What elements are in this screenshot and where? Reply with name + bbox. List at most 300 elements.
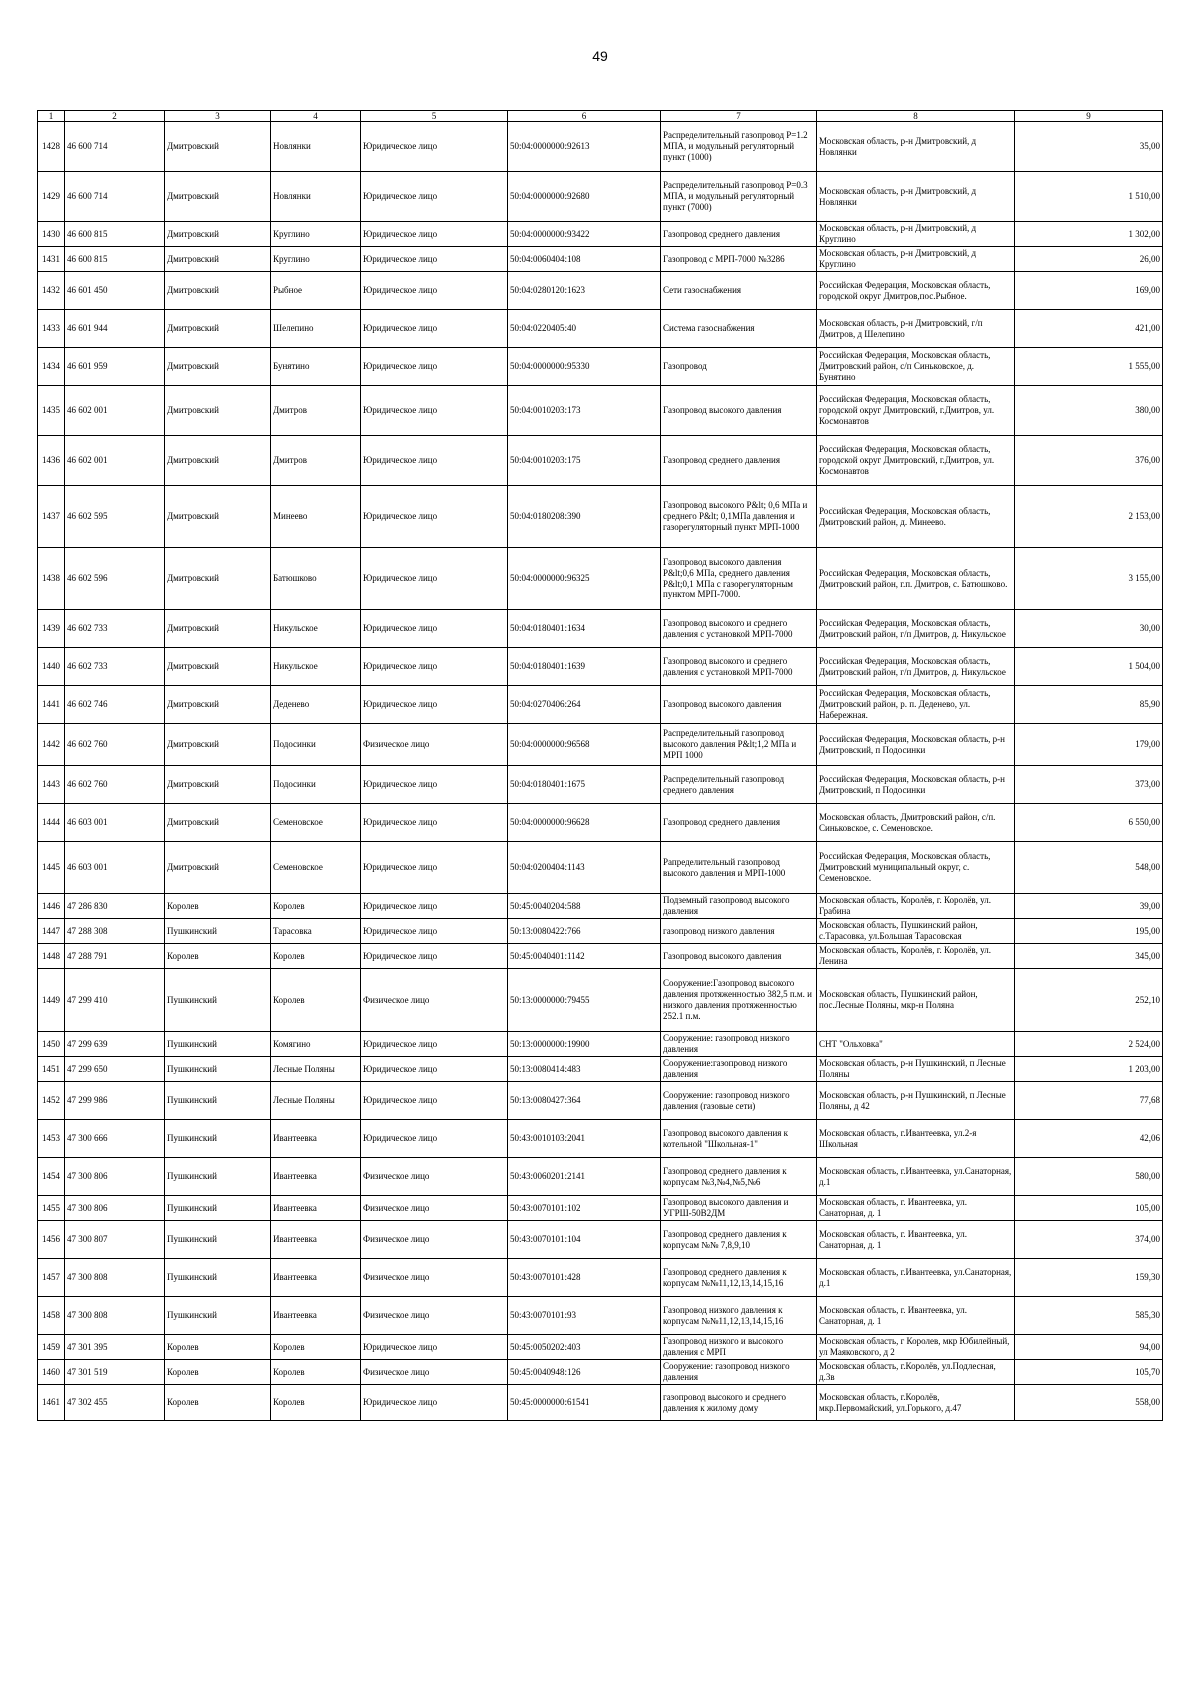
oktmo-code-cell: 46 600 815 xyxy=(65,222,165,247)
object-name-cell: Сооружение:газопровод низкого давления xyxy=(661,1057,817,1082)
owner-type-cell: Юридическое лицо xyxy=(361,842,508,894)
length-value-cell: 159,30 xyxy=(1015,1259,1163,1297)
object-name-cell: Газопровод среднего давления xyxy=(661,222,817,247)
settlement-cell: Королев xyxy=(271,1385,361,1421)
row-number-cell: 1448 xyxy=(38,944,65,969)
row-number-cell: 1435 xyxy=(38,386,65,436)
table-row xyxy=(38,222,1163,247)
row-number-cell: 1446 xyxy=(38,894,65,919)
district-cell: Пушкинский xyxy=(165,1297,271,1335)
owner-type-cell: Юридическое лицо xyxy=(361,222,508,247)
address-cell: Московская область, р-н Дмитровский, д Новлянки xyxy=(817,122,1015,172)
settlement-cell: Рыбное xyxy=(271,272,361,310)
oktmo-code-cell: 47 299 650 xyxy=(65,1057,165,1082)
table-row xyxy=(38,1057,1163,1082)
settlement-cell: Деденево xyxy=(271,686,361,724)
length-value-cell: 105,00 xyxy=(1015,1196,1163,1221)
owner-type-cell: Юридическое лицо xyxy=(361,272,508,310)
row-number-cell: 1449 xyxy=(38,969,65,1032)
cadastral-number-cell: 50:04:0000000:96325 xyxy=(508,548,661,610)
length-value-cell: 1 504,00 xyxy=(1015,648,1163,686)
oktmo-code-cell: 46 602 746 xyxy=(65,686,165,724)
address-cell: Российская Федерация, Московская область, Дмитровский район, д. Минеево. xyxy=(817,486,1015,548)
row-number-cell: 1450 xyxy=(38,1032,65,1057)
cadastral-number-cell: 50:45:0040948:126 xyxy=(508,1360,661,1385)
owner-type-cell: Физическое лицо xyxy=(361,1297,508,1335)
object-name-cell: Газопровод среднего давления xyxy=(661,436,817,486)
object-name-cell: Газопровод среднего давления xyxy=(661,804,817,842)
settlement-cell: Королев xyxy=(271,969,361,1032)
length-value-cell: 548,00 xyxy=(1015,842,1163,894)
column-header: 9 xyxy=(1015,111,1163,122)
address-cell: Московская область, р-н Дмитровский, д Круглино xyxy=(817,222,1015,247)
district-cell: Пушкинский xyxy=(165,1259,271,1297)
row-number-cell: 1428 xyxy=(38,122,65,172)
settlement-cell: Королев xyxy=(271,894,361,919)
cadastral-number-cell: 50:43:0010103:2041 xyxy=(508,1120,661,1158)
length-value-cell: 252,10 xyxy=(1015,969,1163,1032)
cadastral-number-cell: 50:13:0000000:79455 xyxy=(508,969,661,1032)
row-number-cell: 1457 xyxy=(38,1259,65,1297)
cadastral-number-cell: 50:45:0050202:403 xyxy=(508,1335,661,1360)
table-row xyxy=(38,766,1163,804)
district-cell: Дмитровский xyxy=(165,310,271,348)
address-cell: Московская область, Королёв, г. Королёв, ул. Ленина xyxy=(817,944,1015,969)
table-row xyxy=(38,1032,1163,1057)
address-cell: Российская Федерация, Московская область, Дмитровский муниципальный округ, с. Семеновское. xyxy=(817,842,1015,894)
oktmo-code-cell: 47 299 639 xyxy=(65,1032,165,1057)
owner-type-cell: Юридическое лицо xyxy=(361,1385,508,1421)
owner-type-cell: Юридическое лицо xyxy=(361,310,508,348)
row-number-cell: 1455 xyxy=(38,1196,65,1221)
object-name-cell: Подземный газопровод высокого давления xyxy=(661,894,817,919)
oktmo-code-cell: 46 603 001 xyxy=(65,842,165,894)
district-cell: Пушкинский xyxy=(165,1057,271,1082)
table-row xyxy=(38,804,1163,842)
district-cell: Дмитровский xyxy=(165,122,271,172)
address-cell: Московская область, р-н Дмитровский, г/п Дмитров, д Шелепино xyxy=(817,310,1015,348)
oktmo-code-cell: 46 600 714 xyxy=(65,122,165,172)
settlement-cell: Никульское xyxy=(271,610,361,648)
address-cell: Московская область, г. Ивантеевка, ул. Санаторная, д. 1 xyxy=(817,1196,1015,1221)
address-cell: Московская область, Дмитровский район, с/п. Синьковское, с. Семеновское. xyxy=(817,804,1015,842)
settlement-cell: Подосинки xyxy=(271,724,361,766)
row-number-cell: 1458 xyxy=(38,1297,65,1335)
owner-type-cell: Юридическое лицо xyxy=(361,172,508,222)
district-cell: Пушкинский xyxy=(165,1032,271,1057)
length-value-cell: 580,00 xyxy=(1015,1158,1163,1196)
oktmo-code-cell: 47 300 806 xyxy=(65,1158,165,1196)
length-value-cell: 195,00 xyxy=(1015,919,1163,944)
address-cell: Московская область, р-н Дмитровский, д Круглино xyxy=(817,247,1015,272)
address-cell: Московская область, г.Ивантеевка, ул.Санаторная, д.1 xyxy=(817,1158,1015,1196)
settlement-cell: Дмитров xyxy=(271,386,361,436)
district-cell: Дмитровский xyxy=(165,436,271,486)
row-number-cell: 1432 xyxy=(38,272,65,310)
owner-type-cell: Физическое лицо xyxy=(361,1259,508,1297)
length-value-cell: 2 524,00 xyxy=(1015,1032,1163,1057)
address-cell: Московская область, г.Королёв, мкр.Первомайский, ул.Горького, д.47 xyxy=(817,1385,1015,1421)
object-name-cell: Газопровод высокого и среднего давления с установкой МРП-7000 xyxy=(661,610,817,648)
oktmo-code-cell: 46 602 596 xyxy=(65,548,165,610)
length-value-cell: 26,00 xyxy=(1015,247,1163,272)
length-value-cell: 374,00 xyxy=(1015,1221,1163,1259)
address-cell: Московская область, г. Ивантеевка, ул. Санаторная, д. 1 xyxy=(817,1221,1015,1259)
object-name-cell: Газопровод с МРП-7000 №3286 xyxy=(661,247,817,272)
district-cell: Пушкинский xyxy=(165,1082,271,1120)
row-number-cell: 1430 xyxy=(38,222,65,247)
district-cell: Дмитровский xyxy=(165,386,271,436)
district-cell: Дмитровский xyxy=(165,272,271,310)
oktmo-code-cell: 46 602 595 xyxy=(65,486,165,548)
row-number-cell: 1444 xyxy=(38,804,65,842)
settlement-cell: Лесные Поляны xyxy=(271,1082,361,1120)
column-header: 2 xyxy=(65,111,165,122)
table-row xyxy=(38,1158,1163,1196)
owner-type-cell: Юридическое лицо xyxy=(361,766,508,804)
district-cell: Дмитровский xyxy=(165,172,271,222)
oktmo-code-cell: 46 603 001 xyxy=(65,804,165,842)
settlement-cell: Ивантеевка xyxy=(271,1120,361,1158)
owner-type-cell: Юридическое лицо xyxy=(361,122,508,172)
table-row xyxy=(38,1196,1163,1221)
object-name-cell: Газопровод среднего давления к корпусам №№ 7,8,9,10 xyxy=(661,1221,817,1259)
oktmo-code-cell: 46 602 733 xyxy=(65,610,165,648)
owner-type-cell: Физическое лицо xyxy=(361,1158,508,1196)
address-cell: Российская Федерация, Московская область, городской округ Дмитровский, г.Дмитров, ул. Космонавтов xyxy=(817,436,1015,486)
settlement-cell: Лесные Поляны xyxy=(271,1057,361,1082)
length-value-cell: 35,00 xyxy=(1015,122,1163,172)
settlement-cell: Батюшково xyxy=(271,548,361,610)
oktmo-code-cell: 47 288 791 xyxy=(65,944,165,969)
object-name-cell: Газопровод среднего давления к корпусам №3,№4,№5,№6 xyxy=(661,1158,817,1196)
table-row xyxy=(38,842,1163,894)
row-number-cell: 1433 xyxy=(38,310,65,348)
length-value-cell: 1 203,00 xyxy=(1015,1057,1163,1082)
object-name-cell: Газопровод высокого P&lt; 0,6 МПа и среднего P&lt; 0,1МПа давления и газорегуляторный пункт МРП-1000 xyxy=(661,486,817,548)
table-row xyxy=(38,386,1163,436)
owner-type-cell: Юридическое лицо xyxy=(361,944,508,969)
oktmo-code-cell: 46 602 733 xyxy=(65,648,165,686)
oktmo-code-cell: 47 302 455 xyxy=(65,1385,165,1421)
row-number-cell: 1460 xyxy=(38,1360,65,1385)
table-row xyxy=(38,969,1163,1032)
oktmo-code-cell: 47 301 519 xyxy=(65,1360,165,1385)
address-cell: Российская Федерация, Московская область, р-н Дмитровский, п Подосинки xyxy=(817,766,1015,804)
length-value-cell: 6 550,00 xyxy=(1015,804,1163,842)
row-number-cell: 1454 xyxy=(38,1158,65,1196)
row-number-cell: 1439 xyxy=(38,610,65,648)
table-row xyxy=(38,944,1163,969)
owner-type-cell: Юридическое лицо xyxy=(361,686,508,724)
length-value-cell: 2 153,00 xyxy=(1015,486,1163,548)
owner-type-cell: Юридическое лицо xyxy=(361,247,508,272)
oktmo-code-cell: 46 601 450 xyxy=(65,272,165,310)
cadastral-number-cell: 50:43:0070101:93 xyxy=(508,1297,661,1335)
table-row xyxy=(38,247,1163,272)
column-header: 1 xyxy=(38,111,65,122)
cadastral-number-cell: 50:04:0010203:173 xyxy=(508,386,661,436)
district-cell: Королев xyxy=(165,1360,271,1385)
address-cell: Московская область, г.Ивантеевка, ул.Санаторная, д.1 xyxy=(817,1259,1015,1297)
owner-type-cell: Юридическое лицо xyxy=(361,1335,508,1360)
address-cell: Российская Федерация, Московская область, Дмитровский район, г/п Дмитров, д. Никульское xyxy=(817,610,1015,648)
owner-type-cell: Юридическое лицо xyxy=(361,1032,508,1057)
table-body xyxy=(38,122,1163,1421)
address-cell: Российская Федерация, Московская область, городской округ Дмитров,пос.Рыбное. xyxy=(817,272,1015,310)
oktmo-code-cell: 47 300 666 xyxy=(65,1120,165,1158)
owner-type-cell: Юридическое лицо xyxy=(361,894,508,919)
row-number-cell: 1445 xyxy=(38,842,65,894)
oktmo-code-cell: 47 299 410 xyxy=(65,969,165,1032)
table-row xyxy=(38,436,1163,486)
object-name-cell: Газопровод высокого и среднего давления с установкой МРП-7000 xyxy=(661,648,817,686)
settlement-cell: Никульское xyxy=(271,648,361,686)
table-row xyxy=(38,1335,1163,1360)
address-cell: Московская область, Королёв, г. Королёв, ул. Грабина xyxy=(817,894,1015,919)
object-name-cell: Распределительный газопровод Р=1.2 МПА, и модульный регуляторный пункт (1000) xyxy=(661,122,817,172)
cadastral-number-cell: 50:04:0180401:1639 xyxy=(508,648,661,686)
table-row xyxy=(38,1120,1163,1158)
settlement-cell: Семеновское xyxy=(271,804,361,842)
object-name-cell: Сети газоснабжения xyxy=(661,272,817,310)
settlement-cell: Тарасовка xyxy=(271,919,361,944)
row-number-cell: 1436 xyxy=(38,436,65,486)
row-number-cell: 1443 xyxy=(38,766,65,804)
table-row xyxy=(38,1385,1163,1421)
column-header: 3 xyxy=(165,111,271,122)
owner-type-cell: Юридическое лицо xyxy=(361,386,508,436)
owner-type-cell: Физическое лицо xyxy=(361,724,508,766)
oktmo-code-cell: 46 602 001 xyxy=(65,436,165,486)
table-row xyxy=(38,1259,1163,1297)
cadastral-number-cell: 50:04:0180208:390 xyxy=(508,486,661,548)
object-name-cell: Сооружение:Газопровод высокого давления протяженностью 382,5 п.м. и низкого давления протяженностью 252.1 п.м. xyxy=(661,969,817,1032)
settlement-cell: Королев xyxy=(271,944,361,969)
length-value-cell: 39,00 xyxy=(1015,894,1163,919)
length-value-cell: 1 510,00 xyxy=(1015,172,1163,222)
settlement-cell: Ивантеевка xyxy=(271,1259,361,1297)
cadastral-number-cell: 50:45:0000000:61541 xyxy=(508,1385,661,1421)
table-row xyxy=(38,1297,1163,1335)
cadastral-number-cell: 50:04:0000000:92680 xyxy=(508,172,661,222)
oktmo-code-cell: 46 600 815 xyxy=(65,247,165,272)
table-row xyxy=(38,894,1163,919)
object-name-cell: Газопровод среднего давления к корпусам №№11,12,13,14,15,16 xyxy=(661,1259,817,1297)
row-number-cell: 1429 xyxy=(38,172,65,222)
settlement-cell: Дмитров xyxy=(271,436,361,486)
table-row xyxy=(38,122,1163,172)
owner-type-cell: Физическое лицо xyxy=(361,1221,508,1259)
table-row xyxy=(38,648,1163,686)
length-value-cell: 1 555,00 xyxy=(1015,348,1163,386)
settlement-cell: Минеево xyxy=(271,486,361,548)
settlement-cell: Подосинки xyxy=(271,766,361,804)
object-name-cell: Распределительный газопровод среднего давления xyxy=(661,766,817,804)
cadastral-number-cell: 50:04:0200404:1143 xyxy=(508,842,661,894)
oktmo-code-cell: 46 602 760 xyxy=(65,766,165,804)
table-row xyxy=(38,1221,1163,1259)
district-cell: Дмитровский xyxy=(165,804,271,842)
length-value-cell: 77,68 xyxy=(1015,1082,1163,1120)
address-cell: Московская область, р-н Пушкинский, п Лесные Поляны xyxy=(817,1057,1015,1082)
address-cell: Московская область, р-н Дмитровский, д Новлянки xyxy=(817,172,1015,222)
district-cell: Дмитровский xyxy=(165,548,271,610)
settlement-cell: Круглино xyxy=(271,222,361,247)
address-cell: Российская Федерация, Московская область, Дмитровский район, р. п. Деденево, ул. Набережная. xyxy=(817,686,1015,724)
address-cell: Российская Федерация, Московская область, р-н Дмитровский, п Подосинки xyxy=(817,724,1015,766)
table-row xyxy=(38,724,1163,766)
settlement-cell: Комягино xyxy=(271,1032,361,1057)
district-cell: Королев xyxy=(165,894,271,919)
district-cell: Пушкинский xyxy=(165,919,271,944)
address-cell: Московская область, г. Ивантеевка, ул. Санаторная, д. 1 xyxy=(817,1297,1015,1335)
length-value-cell: 94,00 xyxy=(1015,1335,1163,1360)
cadastral-number-cell: 50:04:0180401:1675 xyxy=(508,766,661,804)
owner-type-cell: Юридическое лицо xyxy=(361,1120,508,1158)
length-value-cell: 3 155,00 xyxy=(1015,548,1163,610)
cadastral-number-cell: 50:13:0000000:19900 xyxy=(508,1032,661,1057)
settlement-cell: Семеновское xyxy=(271,842,361,894)
length-value-cell: 1 302,00 xyxy=(1015,222,1163,247)
district-cell: Пушкинский xyxy=(165,1196,271,1221)
header-row xyxy=(38,111,1163,122)
row-number-cell: 1451 xyxy=(38,1057,65,1082)
object-name-cell: Сооружение: газопровод низкого давления xyxy=(661,1032,817,1057)
row-number-cell: 1442 xyxy=(38,724,65,766)
object-name-cell: Газопровод высокого давления xyxy=(661,686,817,724)
settlement-cell: Ивантеевка xyxy=(271,1221,361,1259)
owner-type-cell: Юридическое лицо xyxy=(361,1082,508,1120)
district-cell: Королев xyxy=(165,1335,271,1360)
cadastral-number-cell: 50:43:0070101:104 xyxy=(508,1221,661,1259)
length-value-cell: 585,30 xyxy=(1015,1297,1163,1335)
length-value-cell: 105,70 xyxy=(1015,1360,1163,1385)
row-number-cell: 1447 xyxy=(38,919,65,944)
cadastral-number-cell: 50:13:0080422:766 xyxy=(508,919,661,944)
row-number-cell: 1434 xyxy=(38,348,65,386)
district-cell: Дмитровский xyxy=(165,222,271,247)
object-name-cell: Рапределительный газопровод высокого давления и МРП-1000 xyxy=(661,842,817,894)
address-cell: Московская область, Пушкинский район, пос.Лесные Поляны, мкр-н Поляна xyxy=(817,969,1015,1032)
district-cell: Пушкинский xyxy=(165,1221,271,1259)
oktmo-code-cell: 47 286 830 xyxy=(65,894,165,919)
cadastral-number-cell: 50:43:0070101:428 xyxy=(508,1259,661,1297)
address-cell: Российская Федерация, Московская область, городской округ Дмитровский, г.Дмитров, ул. Космонавтов xyxy=(817,386,1015,436)
oktmo-code-cell: 46 602 001 xyxy=(65,386,165,436)
table-row xyxy=(38,486,1163,548)
column-header: 5 xyxy=(361,111,508,122)
column-header: 7 xyxy=(661,111,817,122)
settlement-cell: Королев xyxy=(271,1335,361,1360)
oktmo-code-cell: 47 300 806 xyxy=(65,1196,165,1221)
registry-table xyxy=(37,110,1163,1421)
object-name-cell: газопровод высокого и среднего давления к жилому дому xyxy=(661,1385,817,1421)
object-name-cell: Газопровод высокого давления xyxy=(661,386,817,436)
table-row xyxy=(38,686,1163,724)
district-cell: Дмитровский xyxy=(165,610,271,648)
cadastral-number-cell: 50:04:0000000:92613 xyxy=(508,122,661,172)
object-name-cell: Газопровод xyxy=(661,348,817,386)
address-cell: Российская Федерация, Московская область, Дмитровский район, г.п. Дмитров, с. Батюшково. xyxy=(817,548,1015,610)
cadastral-number-cell: 50:04:0180401:1634 xyxy=(508,610,661,648)
length-value-cell: 179,00 xyxy=(1015,724,1163,766)
cadastral-number-cell: 50:45:0040401:1142 xyxy=(508,944,661,969)
length-value-cell: 558,00 xyxy=(1015,1385,1163,1421)
table-row xyxy=(38,548,1163,610)
oktmo-code-cell: 47 300 808 xyxy=(65,1259,165,1297)
settlement-cell: Ивантеевка xyxy=(271,1196,361,1221)
row-number-cell: 1441 xyxy=(38,686,65,724)
oktmo-code-cell: 46 602 760 xyxy=(65,724,165,766)
address-cell: СНТ "Ольховка" xyxy=(817,1032,1015,1057)
length-value-cell: 85,90 xyxy=(1015,686,1163,724)
length-value-cell: 42,06 xyxy=(1015,1120,1163,1158)
row-number-cell: 1459 xyxy=(38,1335,65,1360)
cadastral-number-cell: 50:13:0080414:483 xyxy=(508,1057,661,1082)
object-name-cell: Газопровод низкого и высокого давления с МРП xyxy=(661,1335,817,1360)
owner-type-cell: Юридическое лицо xyxy=(361,548,508,610)
length-value-cell: 380,00 xyxy=(1015,386,1163,436)
oktmo-code-cell: 47 299 986 xyxy=(65,1082,165,1120)
district-cell: Дмитровский xyxy=(165,348,271,386)
column-header: 8 xyxy=(817,111,1015,122)
object-name-cell: Газопровод низкого давления к корпусам №№11,12,13,14,15,16 xyxy=(661,1297,817,1335)
district-cell: Королев xyxy=(165,1385,271,1421)
address-cell: Московская область, г Королев, мкр Юбилейный, ул Маяковского, д 2 xyxy=(817,1335,1015,1360)
table-row xyxy=(38,919,1163,944)
row-number-cell: 1431 xyxy=(38,247,65,272)
cadastral-number-cell: 50:04:0280120:1623 xyxy=(508,272,661,310)
row-number-cell: 1456 xyxy=(38,1221,65,1259)
table-row xyxy=(38,348,1163,386)
oktmo-code-cell: 47 300 808 xyxy=(65,1297,165,1335)
district-cell: Пушкинский xyxy=(165,1158,271,1196)
address-cell: Московская область, г.Королёв, ул.Подлесная, д.3в xyxy=(817,1360,1015,1385)
settlement-cell: Шелепино xyxy=(271,310,361,348)
cadastral-number-cell: 50:45:0040204:588 xyxy=(508,894,661,919)
district-cell: Дмитровский xyxy=(165,247,271,272)
cadastral-number-cell: 50:04:0270406:264 xyxy=(508,686,661,724)
row-number-cell: 1461 xyxy=(38,1385,65,1421)
object-name-cell: Газопровод высокого давления P&lt;0,6 МПа, среднего давления P&lt;0,1 МПа с газорегуляторным пунктом МРП-7000. xyxy=(661,548,817,610)
owner-type-cell: Юридическое лицо xyxy=(361,348,508,386)
cadastral-number-cell: 50:04:0000000:96628 xyxy=(508,804,661,842)
district-cell: Королев xyxy=(165,944,271,969)
district-cell: Дмитровский xyxy=(165,766,271,804)
row-number-cell: 1453 xyxy=(38,1120,65,1158)
owner-type-cell: Юридическое лицо xyxy=(361,648,508,686)
owner-type-cell: Юридическое лицо xyxy=(361,919,508,944)
cadastral-number-cell: 50:43:0070101:102 xyxy=(508,1196,661,1221)
oktmo-code-cell: 47 300 807 xyxy=(65,1221,165,1259)
oktmo-code-cell: 47 301 395 xyxy=(65,1335,165,1360)
row-number-cell: 1438 xyxy=(38,548,65,610)
oktmo-code-cell: 46 601 944 xyxy=(65,310,165,348)
row-number-cell: 1452 xyxy=(38,1082,65,1120)
settlement-cell: Ивантеевка xyxy=(271,1158,361,1196)
settlement-cell: Бунятино xyxy=(271,348,361,386)
row-number-cell: 1440 xyxy=(38,648,65,686)
owner-type-cell: Юридическое лицо xyxy=(361,804,508,842)
district-cell: Дмитровский xyxy=(165,648,271,686)
cadastral-number-cell: 50:04:0060404:108 xyxy=(508,247,661,272)
owner-type-cell: Юридическое лицо xyxy=(361,610,508,648)
district-cell: Дмитровский xyxy=(165,686,271,724)
cadastral-number-cell: 50:13:0080427:364 xyxy=(508,1082,661,1120)
object-name-cell: Распределительный газопровод высокого давления P&lt;1,2 МПа и МРП 1000 xyxy=(661,724,817,766)
cadastral-number-cell: 50:43:0060201:2141 xyxy=(508,1158,661,1196)
